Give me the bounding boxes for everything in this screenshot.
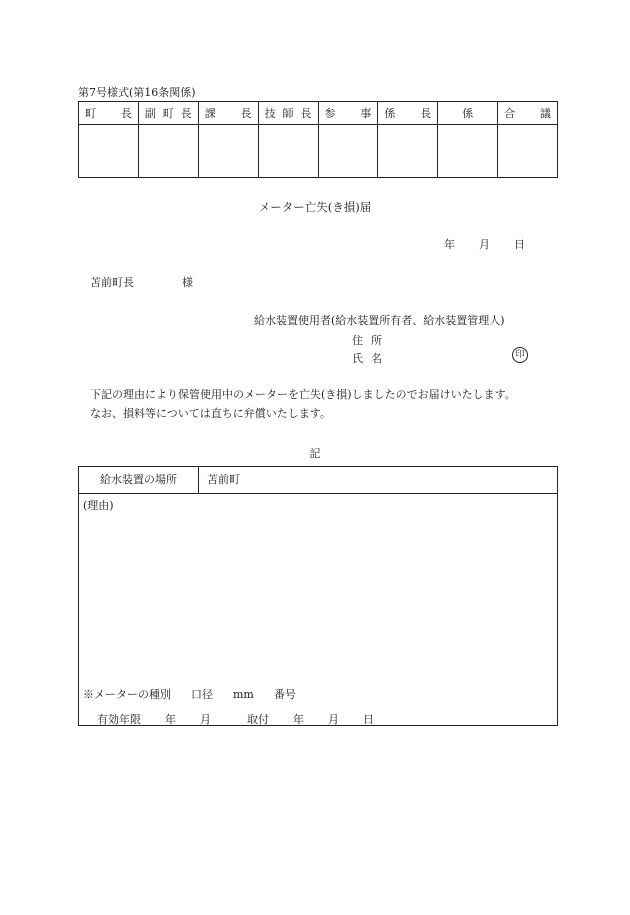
install-month: 月 — [328, 713, 339, 726]
location-label: 給水装置の場所 — [79, 467, 199, 493]
number-label: 番号 — [273, 688, 296, 701]
meter-type-label: ※メーターの種別 — [83, 688, 171, 701]
approval-header-councilor: 参事 — [318, 102, 378, 125]
location-row — [79, 467, 557, 494]
approval-header-section-chief: 課長 — [198, 102, 258, 125]
caliber-label: 口径 — [191, 688, 213, 701]
document-title: メーター亡失(き損)届 — [258, 200, 372, 214]
approval-header-consultation: 合議 — [498, 102, 558, 125]
applicant-label: 給水装置使用者(給水装置所有者、給水装置管理人) — [254, 314, 505, 327]
approval-header-subsection-chief: 係長 — [378, 102, 438, 125]
approval-header-deputy-mayor: 副町長 — [138, 102, 198, 125]
stamp-cell[interactable] — [138, 125, 198, 178]
validity-line — [97, 711, 374, 727]
name-label: 氏名 — [352, 352, 390, 365]
stamp-cell[interactable] — [438, 125, 498, 178]
addressee-honorific: 様 — [182, 276, 193, 289]
validity-year: 年 — [165, 713, 176, 726]
date-year: 年 — [444, 238, 455, 251]
install-year: 年 — [293, 713, 304, 726]
approval-stamp-row — [79, 125, 558, 178]
approval-header-mayor: 町長 — [79, 102, 139, 125]
ki-heading: 記 — [309, 447, 321, 460]
validity-month: 月 — [200, 713, 211, 726]
body-text-line-2: なお、損料等については直ちに弁償いたします。 — [90, 407, 331, 420]
reason-label: (理由) — [83, 499, 114, 512]
approval-header-staff: 係 — [438, 102, 498, 125]
stamp-cell[interactable] — [258, 125, 318, 178]
stamp-cell[interactable] — [378, 125, 438, 178]
form-number: 第7号様式(第16条関係) — [78, 86, 196, 99]
meter-type-line — [83, 686, 296, 702]
stamp-cell[interactable] — [198, 125, 258, 178]
seal-mark: 印 — [512, 347, 528, 363]
addressee-name: 苫前町長 — [90, 276, 134, 289]
install-day: 日 — [363, 713, 374, 726]
approval-header-row — [79, 102, 558, 125]
date-day: 日 — [514, 238, 525, 251]
location-value[interactable]: 苫前町 — [207, 473, 240, 486]
date-month: 月 — [479, 238, 490, 251]
install-label: 取付 — [247, 713, 269, 726]
addressee — [90, 274, 193, 290]
approval-stamp-table — [78, 101, 558, 178]
body-text-line-1: 下記の理由により保管使用中のメーターを亡失(き損)しましたのでお届けいたします。 — [90, 388, 516, 401]
address-label: 住所 — [352, 334, 390, 347]
stamp-cell[interactable] — [79, 125, 139, 178]
validity-label: 有効年限 — [97, 713, 141, 726]
mm-label: mm — [233, 688, 254, 701]
date-line — [444, 236, 549, 252]
approval-header-chief-engineer: 技師長 — [258, 102, 318, 125]
detail-box — [78, 466, 558, 726]
stamp-cell[interactable] — [318, 125, 378, 178]
stamp-cell[interactable] — [498, 125, 558, 178]
